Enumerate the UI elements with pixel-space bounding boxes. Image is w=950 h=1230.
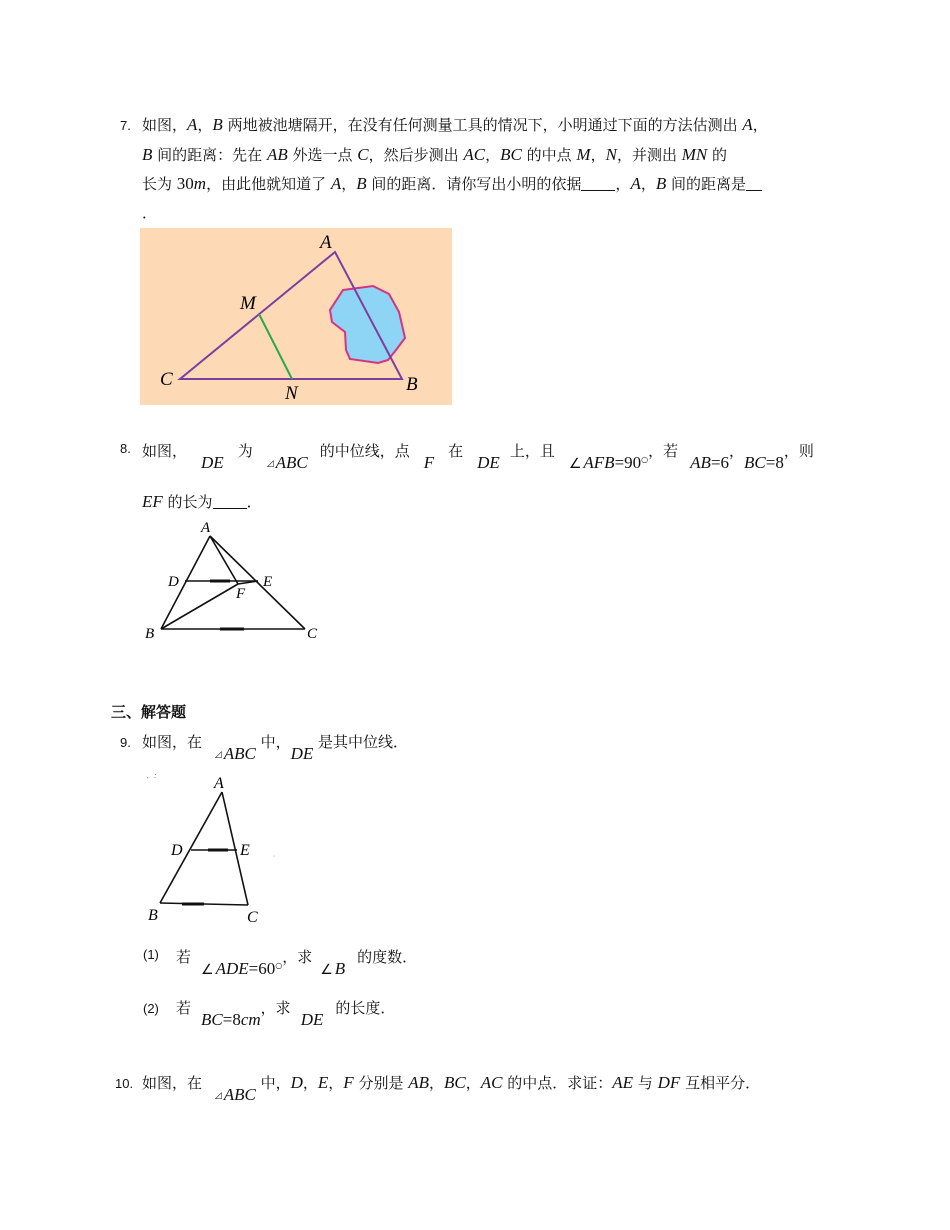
question-7-line-1: 如图，A，B 两地被池塘隔开，在没有任何测量工具的情况下，小明通过下面的方法估测出 A，	[142, 115, 768, 134]
question-number: 7.	[120, 118, 131, 133]
label-a: A	[201, 520, 211, 536]
section-heading: 三、解答题	[111, 703, 187, 721]
question-8-line-1: 如图，DE为◿ ABC的中位线，点F在DE上，且∠ AFB=90○，若AB=6，BC=8，则	[142, 442, 814, 472]
question-9-figure	[140, 768, 280, 928]
label-n: N	[285, 383, 298, 404]
label-a: A	[214, 775, 224, 792]
part-number: (1)	[143, 947, 159, 962]
question-number: 9.	[120, 735, 131, 750]
label-c: C	[247, 909, 258, 926]
triangle-symbol: ◿	[214, 1091, 222, 1101]
question-7-line-3: 长为 30m，由此他就知道了 A，B 间的距离．请你写出小明的依据 ，A，B 间的距离是	[142, 173, 762, 195]
degree-symbol: ○	[275, 961, 283, 970]
question-number: 10.	[115, 1076, 134, 1091]
degree-symbol: ○	[641, 455, 649, 464]
question-10-line-1: 如图，在 ◿ ABC 中，D，E，F 分别是 AB，BC，AC 的中点．求证：AE 与 DF 互相平分．	[142, 1073, 761, 1104]
label-m: M	[240, 293, 256, 314]
angle-symbol: ∠	[201, 962, 214, 978]
angle-symbol: ∠	[568, 456, 582, 472]
label-b: B	[406, 374, 418, 395]
angle-symbol: ∠	[320, 962, 333, 978]
label-e: E	[240, 842, 250, 859]
question-7-figure	[140, 228, 452, 405]
part-number: (2)	[143, 1001, 159, 1016]
label-c: C	[307, 626, 318, 642]
label-d: D	[168, 574, 179, 590]
triangle-symbol: ◿	[266, 459, 274, 469]
label-b: B	[145, 626, 155, 642]
label-d: D	[171, 842, 183, 859]
question-7-line-4: ．	[142, 204, 158, 222]
answer-blank[interactable]	[213, 494, 247, 509]
question-8-line-2: EF 的长为 ．	[142, 492, 262, 511]
dot-mark: ·	[273, 852, 275, 861]
scan-mark: 、:	[146, 771, 157, 780]
label-e: E	[263, 574, 273, 590]
label-b: B	[148, 907, 158, 924]
triangle-symbol: ◿	[214, 750, 222, 760]
answer-blank-2[interactable]	[746, 176, 762, 191]
question-7-line-2: B 间的距离：先在 AB 外选一点 C，然后步测出 AC，BC 的中点 M，N，并测出 MN 的	[142, 145, 728, 164]
answer-blank-1[interactable]	[581, 176, 615, 191]
label-a: A	[320, 232, 332, 253]
question-number: 8.	[120, 441, 131, 456]
label-c: C	[160, 369, 173, 390]
label-f: F	[236, 586, 246, 602]
question-8-figure	[140, 516, 325, 646]
question-9-line-1: 如图，在 ◿ ABC 中，DE 是其中位线．	[142, 733, 409, 763]
